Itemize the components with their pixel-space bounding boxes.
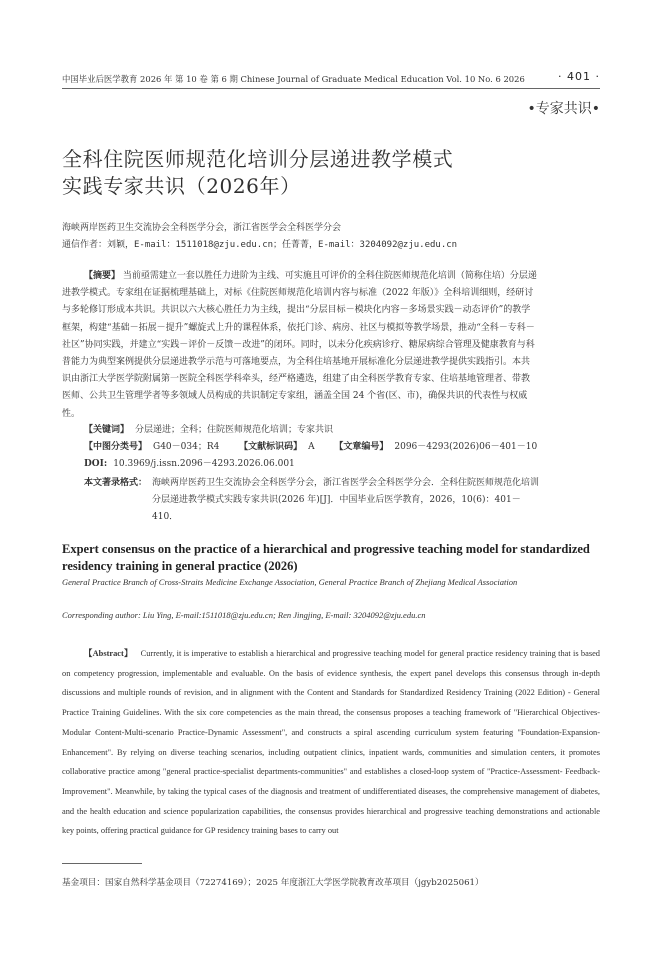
- english-affiliation: General Practice Branch of Cross-Straits Medicine Exchange Association, General Practice Branch of Zhejiang Medical Association: [62, 577, 518, 587]
- article-title: [62, 146, 582, 200]
- english-title: Expert consensus on the practice of a hierarchical and progressive teaching model for standardized residency training in general practice (2026): [62, 542, 590, 573]
- footnote-divider: [62, 863, 142, 864]
- english-abstract-label: 【Abstract】: [84, 649, 133, 658]
- doi-value: 10.3969/j.issn.2096－4293.2026.06.001: [113, 459, 295, 469]
- funding-footnote: 基金项目：国家自然科学基金项目（72274169）；2025 年度浙江大学医学院教育改革项目（jgyb2025061）: [62, 878, 484, 888]
- keywords-label: 【关键词】: [84, 425, 130, 435]
- chinese-abstract: [62, 268, 537, 423]
- article-title-line1: 全科住院医师规范化培训分层递进教学模式: [62, 147, 454, 171]
- clc-label: 【中图分类号】: [84, 442, 148, 452]
- doc-label: 【文献标识码】: [239, 442, 303, 452]
- citation-text: 海峡两岸医药卫生交流协会全科医学分会，浙江省医学会全科医学分会．全科住院医师规范化培训分层递进教学模式实践专家共识(2026 年)[J]．中国毕业后医学教育，2026，10(6)：401－410．: [152, 478, 540, 522]
- doc-value: A: [308, 442, 315, 452]
- journal-header: 中国毕业后医学教育 2026 年 第 10 卷 第 6 期 Chinese Journal of Graduate Medical Education Vol. 10 No. 6 2026: [62, 74, 525, 84]
- clc-value: G40－034；R4: [153, 442, 220, 452]
- doi-line: [84, 458, 544, 471]
- page-number: · 401 ·: [558, 70, 600, 83]
- classification-line: [84, 441, 544, 454]
- author-block: [62, 220, 600, 254]
- citation-block: [84, 475, 544, 526]
- keywords-line: [84, 424, 544, 437]
- article-title-line2: 实践专家共识（2026年）: [62, 174, 301, 198]
- english-abstract-text: Currently, it is imperative to establish a hierarchical and progressive teaching model for general practice residency training that is based on competency progression, implementable and evaluable. On the basis of evidence synthesis, the expert panel develops this consensus through in-depth discussions and multiple rounds of revision, and in alignment with the Content and Standards for Standardized Residency Training (2022 Edition) - General Practice Training Guidelines. With the six core competencies as the main thread, the consensus proposes a teaching framework of "Hierarchical Objectives-Modular Content-Multi-scenario Practice-Dynamic Assessment", and constructs a spiral ascending curriculum system featuring "Foundation-Expansion-Enhancement". By relying on diverse teaching scenarios, including outpatient clinics, inpatient wards, communities and simulation centers, it promotes collaborative practice among "general practice-specialist departments-communities" and establishes a closed-loop system of "Practice-Assessment- Feedback-Improvement". Meanwhile, by taking the typical cases of the diagnosis and treatment of undifferentiated diseases, the comprehensive management of diabetes, and the health education and science popularization capabilities, the consensus provides hierarchical and progressive teaching demonstrations and actionable key points, offering practical guidance for GP residency training bases to carry out: [62, 649, 600, 836]
- abstract-label: 【摘要】: [84, 271, 121, 281]
- abstract-text: 当前亟需建立一套以胜任力进阶为主线、可实施且可评价的全科住院医师规范化培训（简称住培）分层递进教学模式。专家组在证据梳理基础上，对标《住院医师规范化培训内容与标准（2022 年版）》全科培训细则，经研讨与多轮修订形成本共识。共识以六大核心胜任力为主线，提出“分层目标－模块化内容－多场景实践－动态评价”的教学框架，构建“基础－拓展－提升”螺旋式上升的课程体系，依托门诊、病房、社区与模拟等教学场景，推动“全科－专科－社区”协同实践，并建立“实践－评价－反馈－改进”的闭环。同时，以未分化疾病诊疗、糖尿病综合管理及健康教育与科普能力为典型案例提供分层递进教学示范与可落地要点，为全科住培基地开展标准化分层递进教学提供实践指引。本共识由浙江大学医学院附属第一医院全科医学科牵头，经严格遴选，组建了由全科医学教育专家、住培基地管理者、带教医师、公共卫生管理学者等多领域人员构成的共识制定专家组，涵盖全国 24 个省(区、市)，确保共识的代表性与权威性。: [62, 271, 537, 419]
- doi-label: DOI:: [84, 459, 108, 469]
- article-number-label: 【文章编号】: [334, 442, 389, 452]
- english-abstract: [62, 644, 600, 841]
- author-organizations: 海峡两岸医药卫生交流协会全科医学分会，浙江省医学会全科医学分会: [62, 223, 342, 233]
- citation-label: 本文著录格式：: [84, 478, 148, 488]
- corresponding-authors: 通信作者：刘颖，E-mail：1511018@zju.edu.cn；任菁菁，E-mail：3204092@zju.edu.cn: [62, 240, 458, 250]
- keywords-text: 分层递进；全科；住院医师规范化培训；专家共识: [135, 425, 334, 435]
- column-tag: •专家共识•: [527, 101, 600, 117]
- english-corresponding: Corresponding author: Liu Ying, E-mail:1511018@zju.edu.cn; Ren Jingjing, E-mail: 3204092@zju.edu.cn: [62, 610, 426, 620]
- header-divider: [62, 88, 600, 89]
- article-number-value: 2096－4293(2026)06－401－10: [394, 442, 538, 452]
